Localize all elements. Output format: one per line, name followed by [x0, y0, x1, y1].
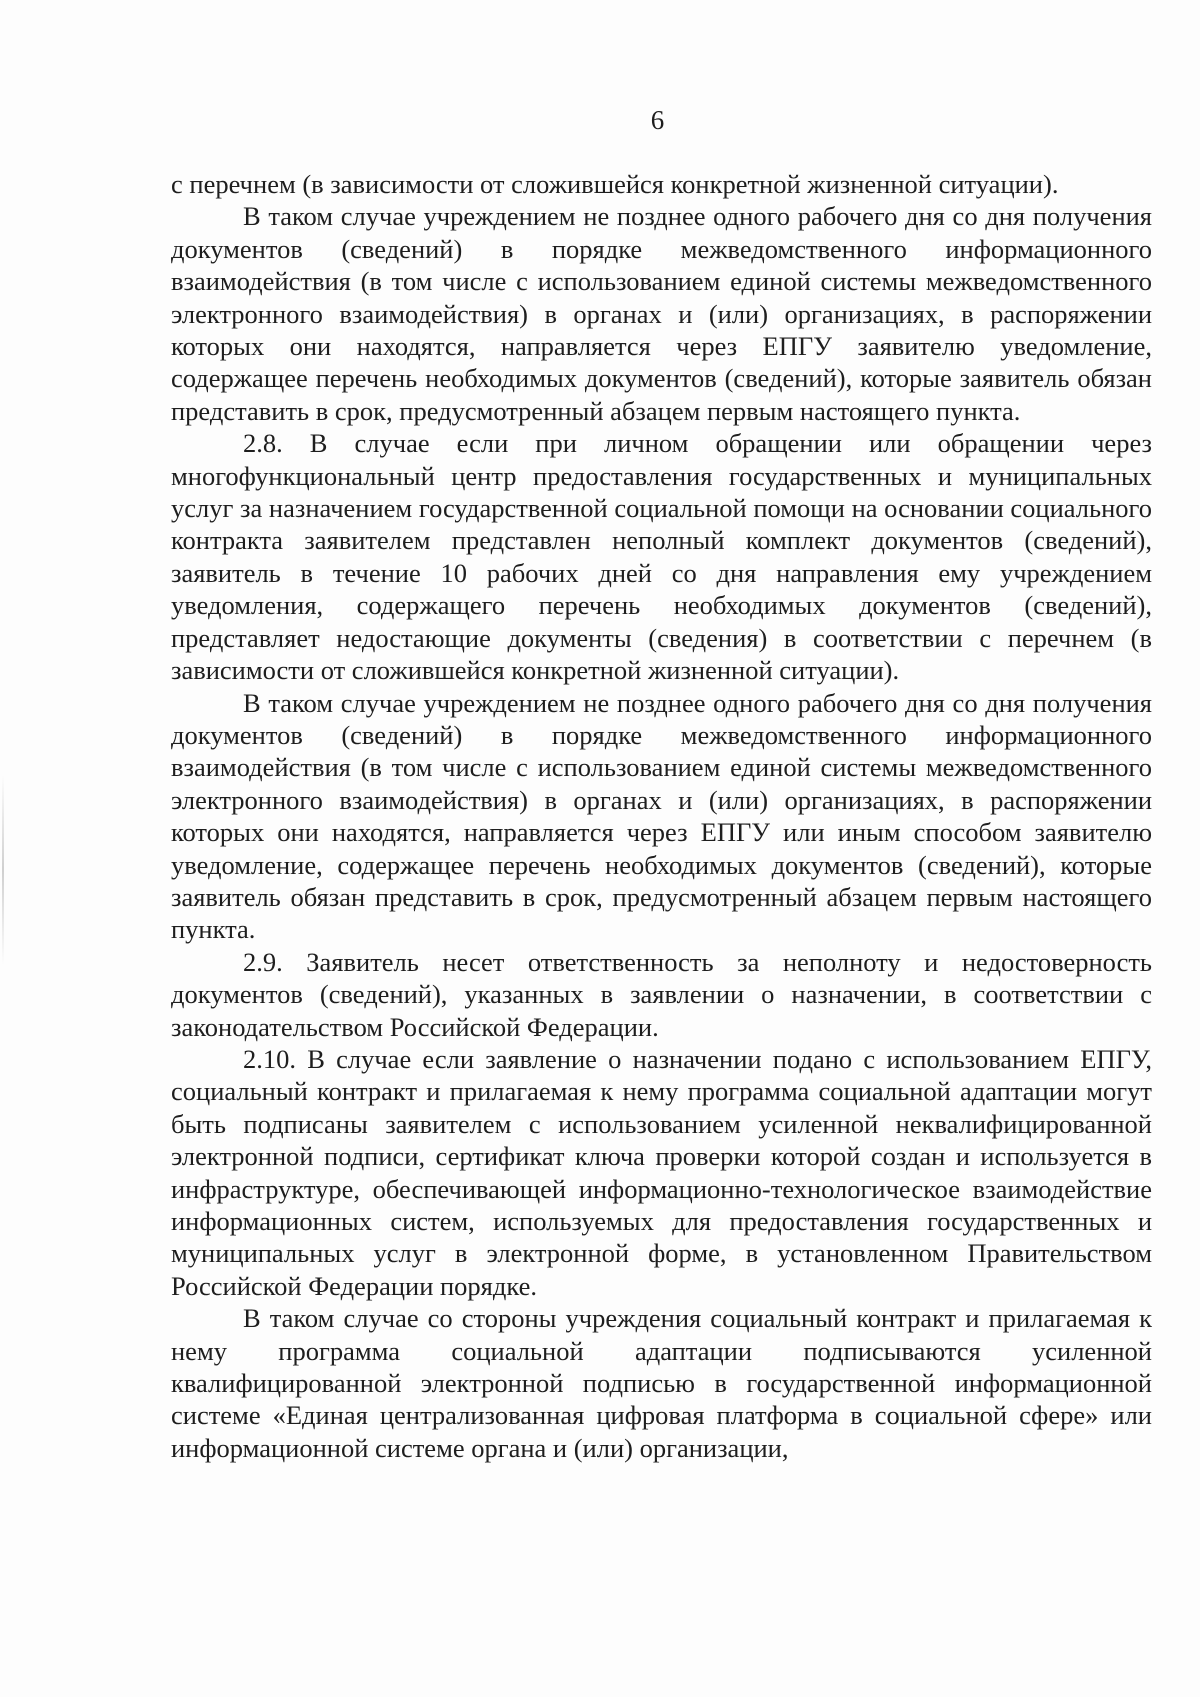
- scan-edge-mark: [2, 775, 4, 965]
- page-number: 6: [650, 105, 665, 135]
- paragraph-clause-2-10: 2.10. В случае если заявление о назначении подано с использованием ЕПГУ, социальный контракт и прилагаемая к нему программа социальной адаптации могут быть подписаны заявителем с использованием усиленной неквалифицированной электронной подписи, сертификат ключа проверки которой создан и используется в инфраструктуре, обеспечивающей информационно-технологическое взаимодействие информационных систем, используемых для предоставления государственных и муниципальных услуг в электронной форме, в установленном Правительством Российской Федерации порядке.: [171, 1043, 1152, 1301]
- paragraph-notification-other-method: В таком случае учреждением не позднее одного рабочего дня со дня получения документов (сведений) в порядке межведомственного информационного взаимодействия (в том числе с использованием единой системы межведомственного электронного взаимодействия) в органах и (или) организациях, в распоряжении которых они находятся, направляется через ЕПГУ или иным способом заявителю уведомление, содержащее перечень необходимых документов (сведений), которые заявитель обязан представить в срок, предусмотренный абзацем первым настоящего пункта.: [171, 687, 1152, 945]
- paragraph-notification-through-epgu: В таком случае учреждением не позднее одного рабочего дня со дня получения документов (сведений) в порядке межведомственного информационного взаимодействия (в том числе с использованием единой системы межведомственного электронного взаимодействия) в органах и (или) организациях, в распоряжении которых они находятся, направляется через ЕПГУ заявителю уведомление, содержащее перечень необходимых документов (сведений), которые заявитель обязан представить в срок, предусмотренный абзацем первым настоящего пункта.: [171, 201, 1152, 426]
- document-body: [171, 168, 1152, 1464]
- paragraph-clause-2-8: 2.8. В случае если при личном обращении или обращении через многофункциональный центр предоставления государственных и муниципальных услуг за назначением государственной социальной помощи на основании социального контракта заявителем представлен неполный комплект документов (сведений), заявитель в течение 10 рабочих дней со дня направления ему учреждением уведомления, содержащего перечень необходимых документов (сведений), представляет недостающие документы (сведения) в соответствии с перечнем (в зависимости от сложившейся конкретной жизненной ситуации).: [171, 428, 1152, 686]
- paragraph-clause-2-9: 2.9. Заявитель несет ответственность за неполноту и недостоверность документов (сведений), указанных в заявлении о назначении, в соответствии с законодательством Российской Федерации.: [171, 946, 1152, 1042]
- paragraph-institution-signature: В таком случае со стороны учреждения социальный контракт и прилагаемая к нему программа социальной адаптации подписываются усиленной квалифицированной электронной подписью в государственной информационной системе «Единая централизованная цифровая платформа в социальной сфере» или информационной системе органа и (или) организации,: [171, 1303, 1152, 1463]
- paragraph-continuation: с перечнем (в зависимости от сложившейся конкретной жизненной ситуации).: [171, 169, 1059, 199]
